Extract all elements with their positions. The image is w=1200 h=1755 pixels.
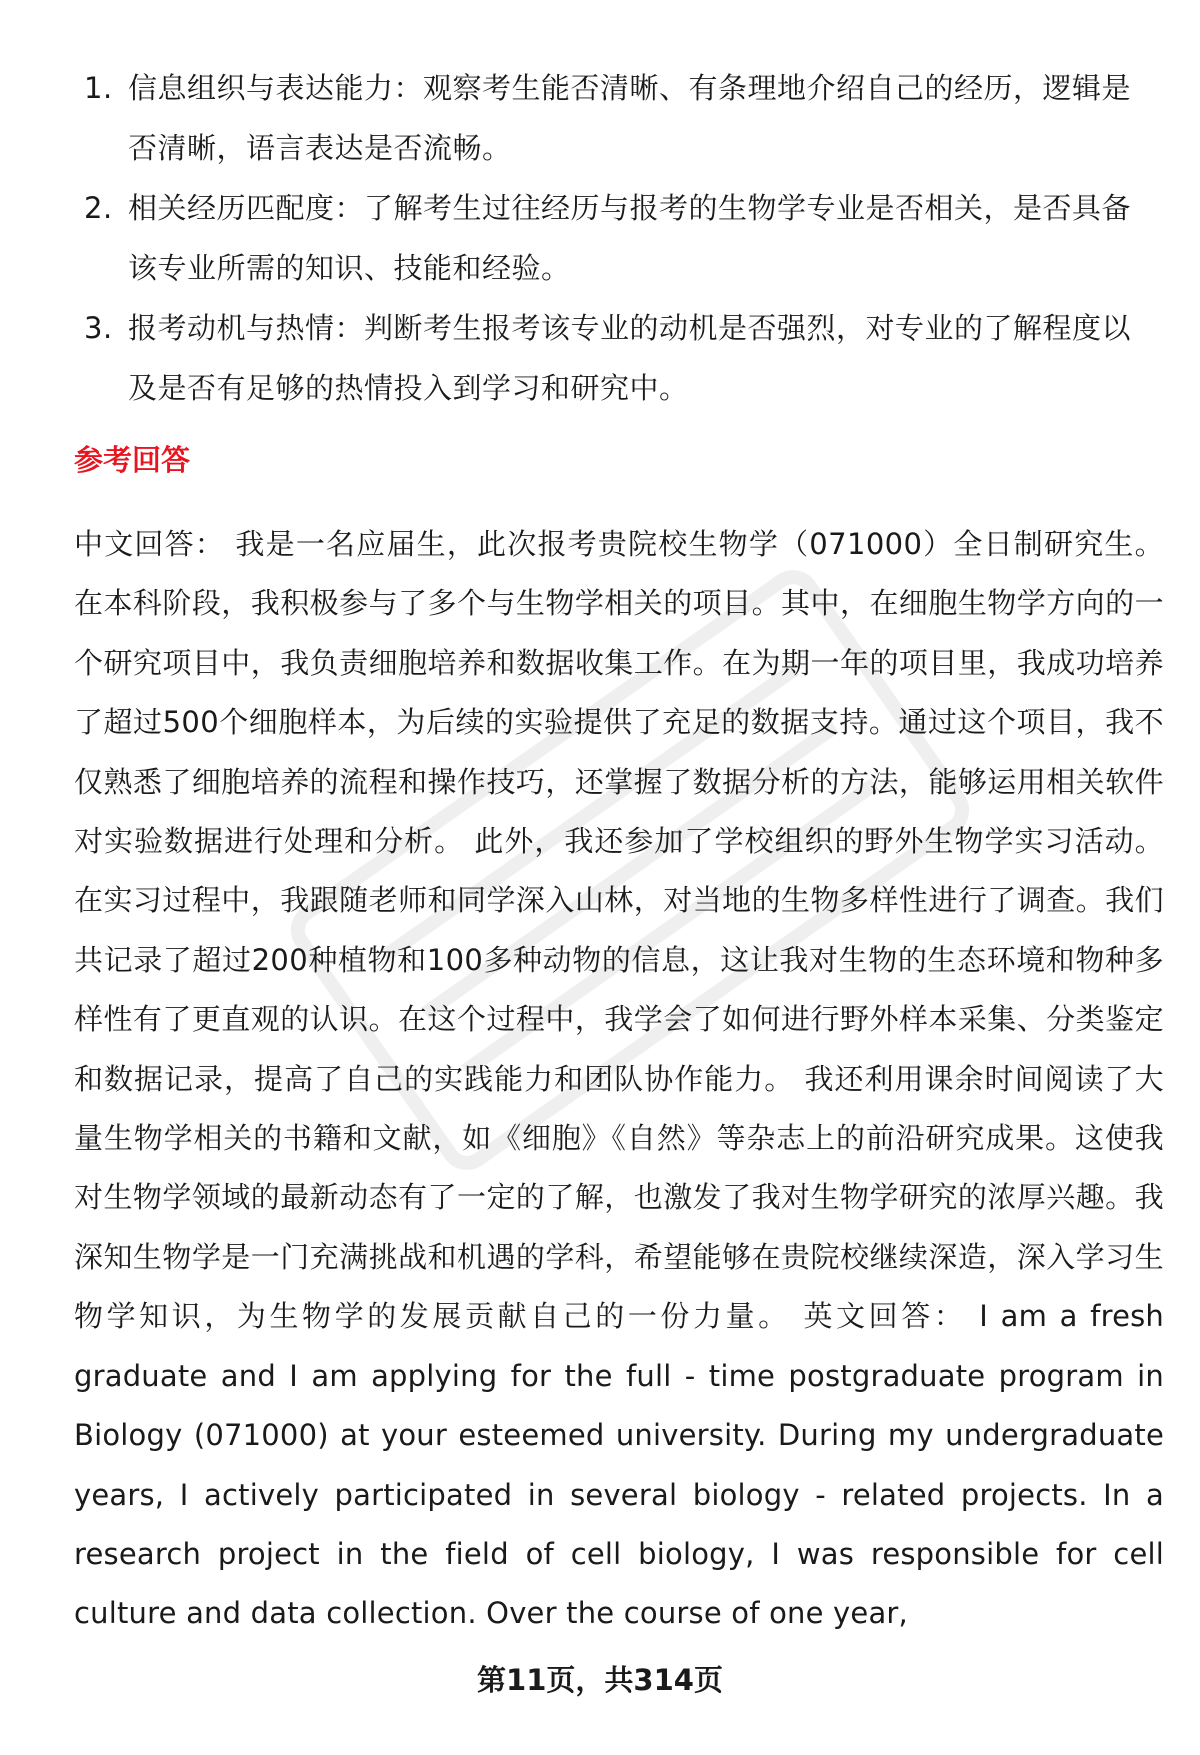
criteria-text: 相关经历匹配度：了解考生过往经历与报考的生物学专业是否相关，是否具备该专业所需的知识、技能和经验。 — [128, 191, 1132, 285]
reference-answer-heading: 参考回答 — [74, 443, 191, 477]
criteria-text: 信息组织与表达能力：观察考生能否清晰、有条理地介绍自己的经历，逻辑是否清晰，语言表达是否流畅。 — [128, 71, 1132, 165]
criteria-item — [0, 58, 1200, 178]
evaluation-criteria-list — [0, 58, 1200, 418]
criteria-number: 3. — [84, 311, 113, 345]
criteria-number: 2. — [84, 191, 113, 225]
page-number: 第11页，共314页 — [477, 1663, 723, 1697]
answer-english: I am a fresh graduate and I am applying for the full - time postgraduate program in Biology (071000) at your esteemed university. During my undergraduate years, I actively participated in several biology - related projects. In a research project in the field of cell biology, I was responsible for cell culture and data collection. Over the course of one year, — [74, 1299, 1165, 1631]
answer-chinese: 中文回答： 我是一名应届生，此次报考贵院校生物学（071000）全日制研究生。在本科阶段，我积极参与了多个与生物学相关的项目。其中，在细胞生物学方向的一个研究项目中，我负责细胞培养和数据收集工作。在为期一年的项目里，我成功培养了超过500个细胞样本，为后续的实验提供了充足的数据支持。通过这个项目，我不仅熟悉了细胞培养的流程和操作技巧，还掌握了数据分析的方法，能够运用相关软件对实验数据进行处理和分析。 此外，我还参加了学校组织的野外生物学实习活动。在实习过程中，我跟随老师和同学深入山林，对当地的生物多样性进行了调查。我们共记录了超过200种植物和100多种动物的信息，这让我对生物的生态环境和物种多样性有了更直观的认识。在这个过程中，我学会了如何进行野外样本采集、分类鉴定和数据记录，提高了自己的实践能力和团队协作能力。 我还利用课余时间阅读了大量生物学相关的书籍和文献，如《细胞》《自然》等杂志上的前沿研究成果。这使我对生物学领域的最新动态有了一定的了解，也激发了我对生物学研究的浓厚兴趣。我深知生物学是一门充满挑战和机遇的学科，希望能够在贵院校继续深造，深入学习生物学知识，为生物学的发展贡献自己的一份力量。 英文回答： — [74, 527, 1164, 1334]
criteria-text: 报考动机与热情：判断考生报考该专业的动机是否强烈，对专业的了解程度以及是否有足够的热情投入到学习和研究中。 — [128, 311, 1132, 405]
criteria-item — [0, 298, 1200, 418]
reference-answer-body — [74, 515, 1164, 1644]
criteria-number: 1. — [84, 71, 113, 105]
criteria-item — [0, 178, 1200, 298]
